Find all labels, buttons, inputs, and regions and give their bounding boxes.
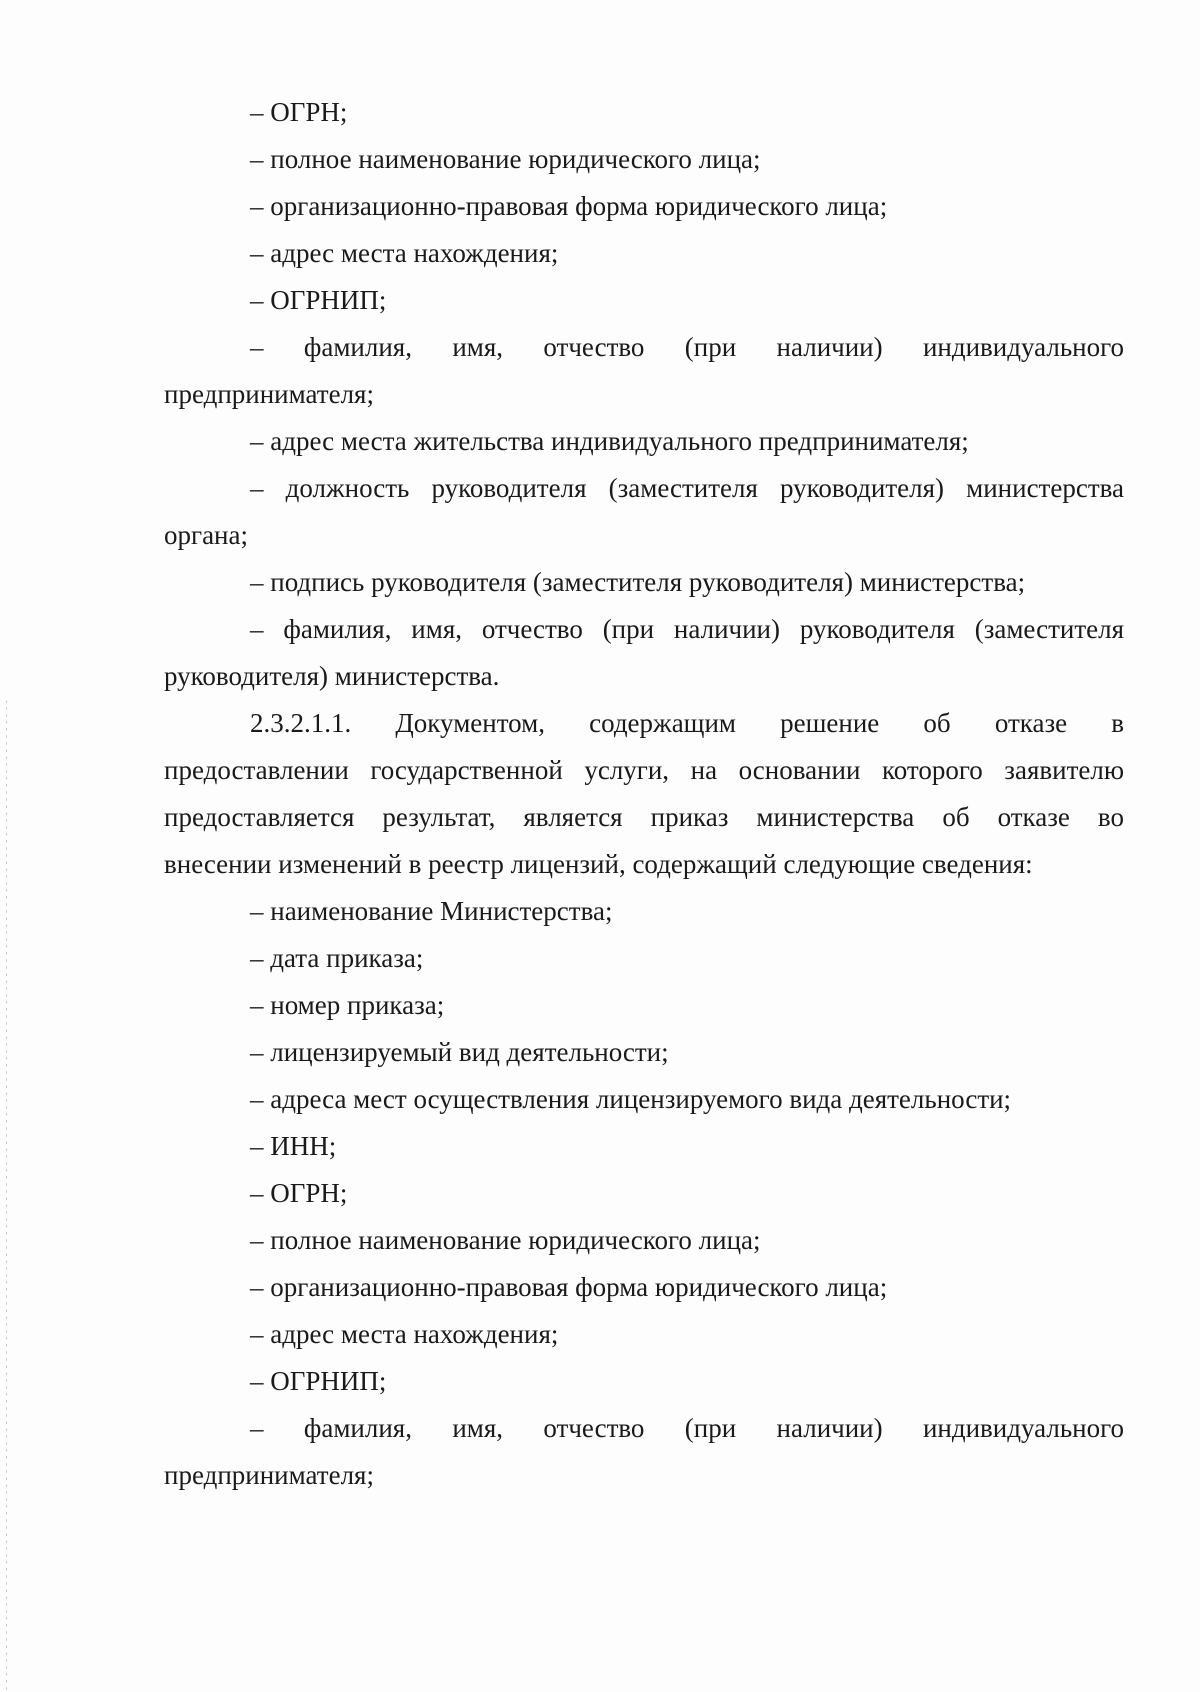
list-item-full-name-2: – полное наименование юридического лица; [250,1225,761,1255]
paragraph-line-1: 2.3.2.1.1. Документом, содержащим решение об отказе в [250,708,1124,738]
list-item-ogrnip: – ОГРНИП; [250,285,387,315]
paragraph-line-4: внесении изменений в реестр лицензий, содержащий следующие сведения: [164,849,1033,879]
list-item-inn: – ИНН; [250,1131,337,1161]
list-item-address-2: – адрес места нахождения; [250,1319,559,1349]
list-item-activity-addresses: – адреса мест осуществления лицензируемого вида деятельности; [250,1084,1012,1114]
list-item-entrepreneur-name: – фамилия, имя, отчество (при наличии) индивидуального [250,332,1124,362]
paragraph-line-2: предоставлении государственной услуги, на основании которого заявителю [164,755,1124,785]
list-item-ogrnip-2: – ОГРНИП; [250,1366,387,1396]
list-item-ministry-name: – наименование Министерства; [250,896,613,926]
list-item-order-date: – дата приказа; [250,943,424,973]
list-item-order-number: – номер приказа; [250,990,445,1020]
list-item-head-signature: – подпись руководителя (заместителя руководителя) министерства; [250,567,1026,597]
list-item-head-name-cont: руководителя) министерства. [164,661,500,691]
list-item-full-name: – полное наименование юридического лица; [250,144,761,174]
list-item-address: – адрес места нахождения; [250,238,559,268]
paragraph-line-3: предоставляется результат, является приказ министерства об отказе во [164,802,1124,832]
list-item-activity-type: – лицензируемый вид деятельности; [250,1037,669,1067]
list-item-head-position-cont: органа; [164,520,248,550]
list-item-head-name: – фамилия, имя, отчество (при наличии) руководителя (заместителя [250,614,1124,644]
list-item-entrepreneur-name-2: – фамилия, имя, отчество (при наличии) индивидуального [250,1413,1124,1443]
list-item-legal-form: – организационно-правовая форма юридического лица; [250,191,888,221]
list-item-legal-form-2: – организационно-правовая форма юридического лица; [250,1272,888,1302]
scan-edge-mark [6,700,7,1692]
list-item-head-position: – должность руководителя (заместителя руководителя) министерства [250,473,1124,503]
list-item-ogrn-2: – ОГРН; [250,1178,348,1208]
list-item-ogrn: – ОГРН; [250,97,348,127]
list-item-residence-address: – адрес места жительства индивидуального предпринимателя; [250,426,969,456]
list-item-entrepreneur-name-2-cont: предпринимателя; [164,1460,374,1490]
list-item-entrepreneur-name-cont: предпринимателя; [164,379,374,409]
